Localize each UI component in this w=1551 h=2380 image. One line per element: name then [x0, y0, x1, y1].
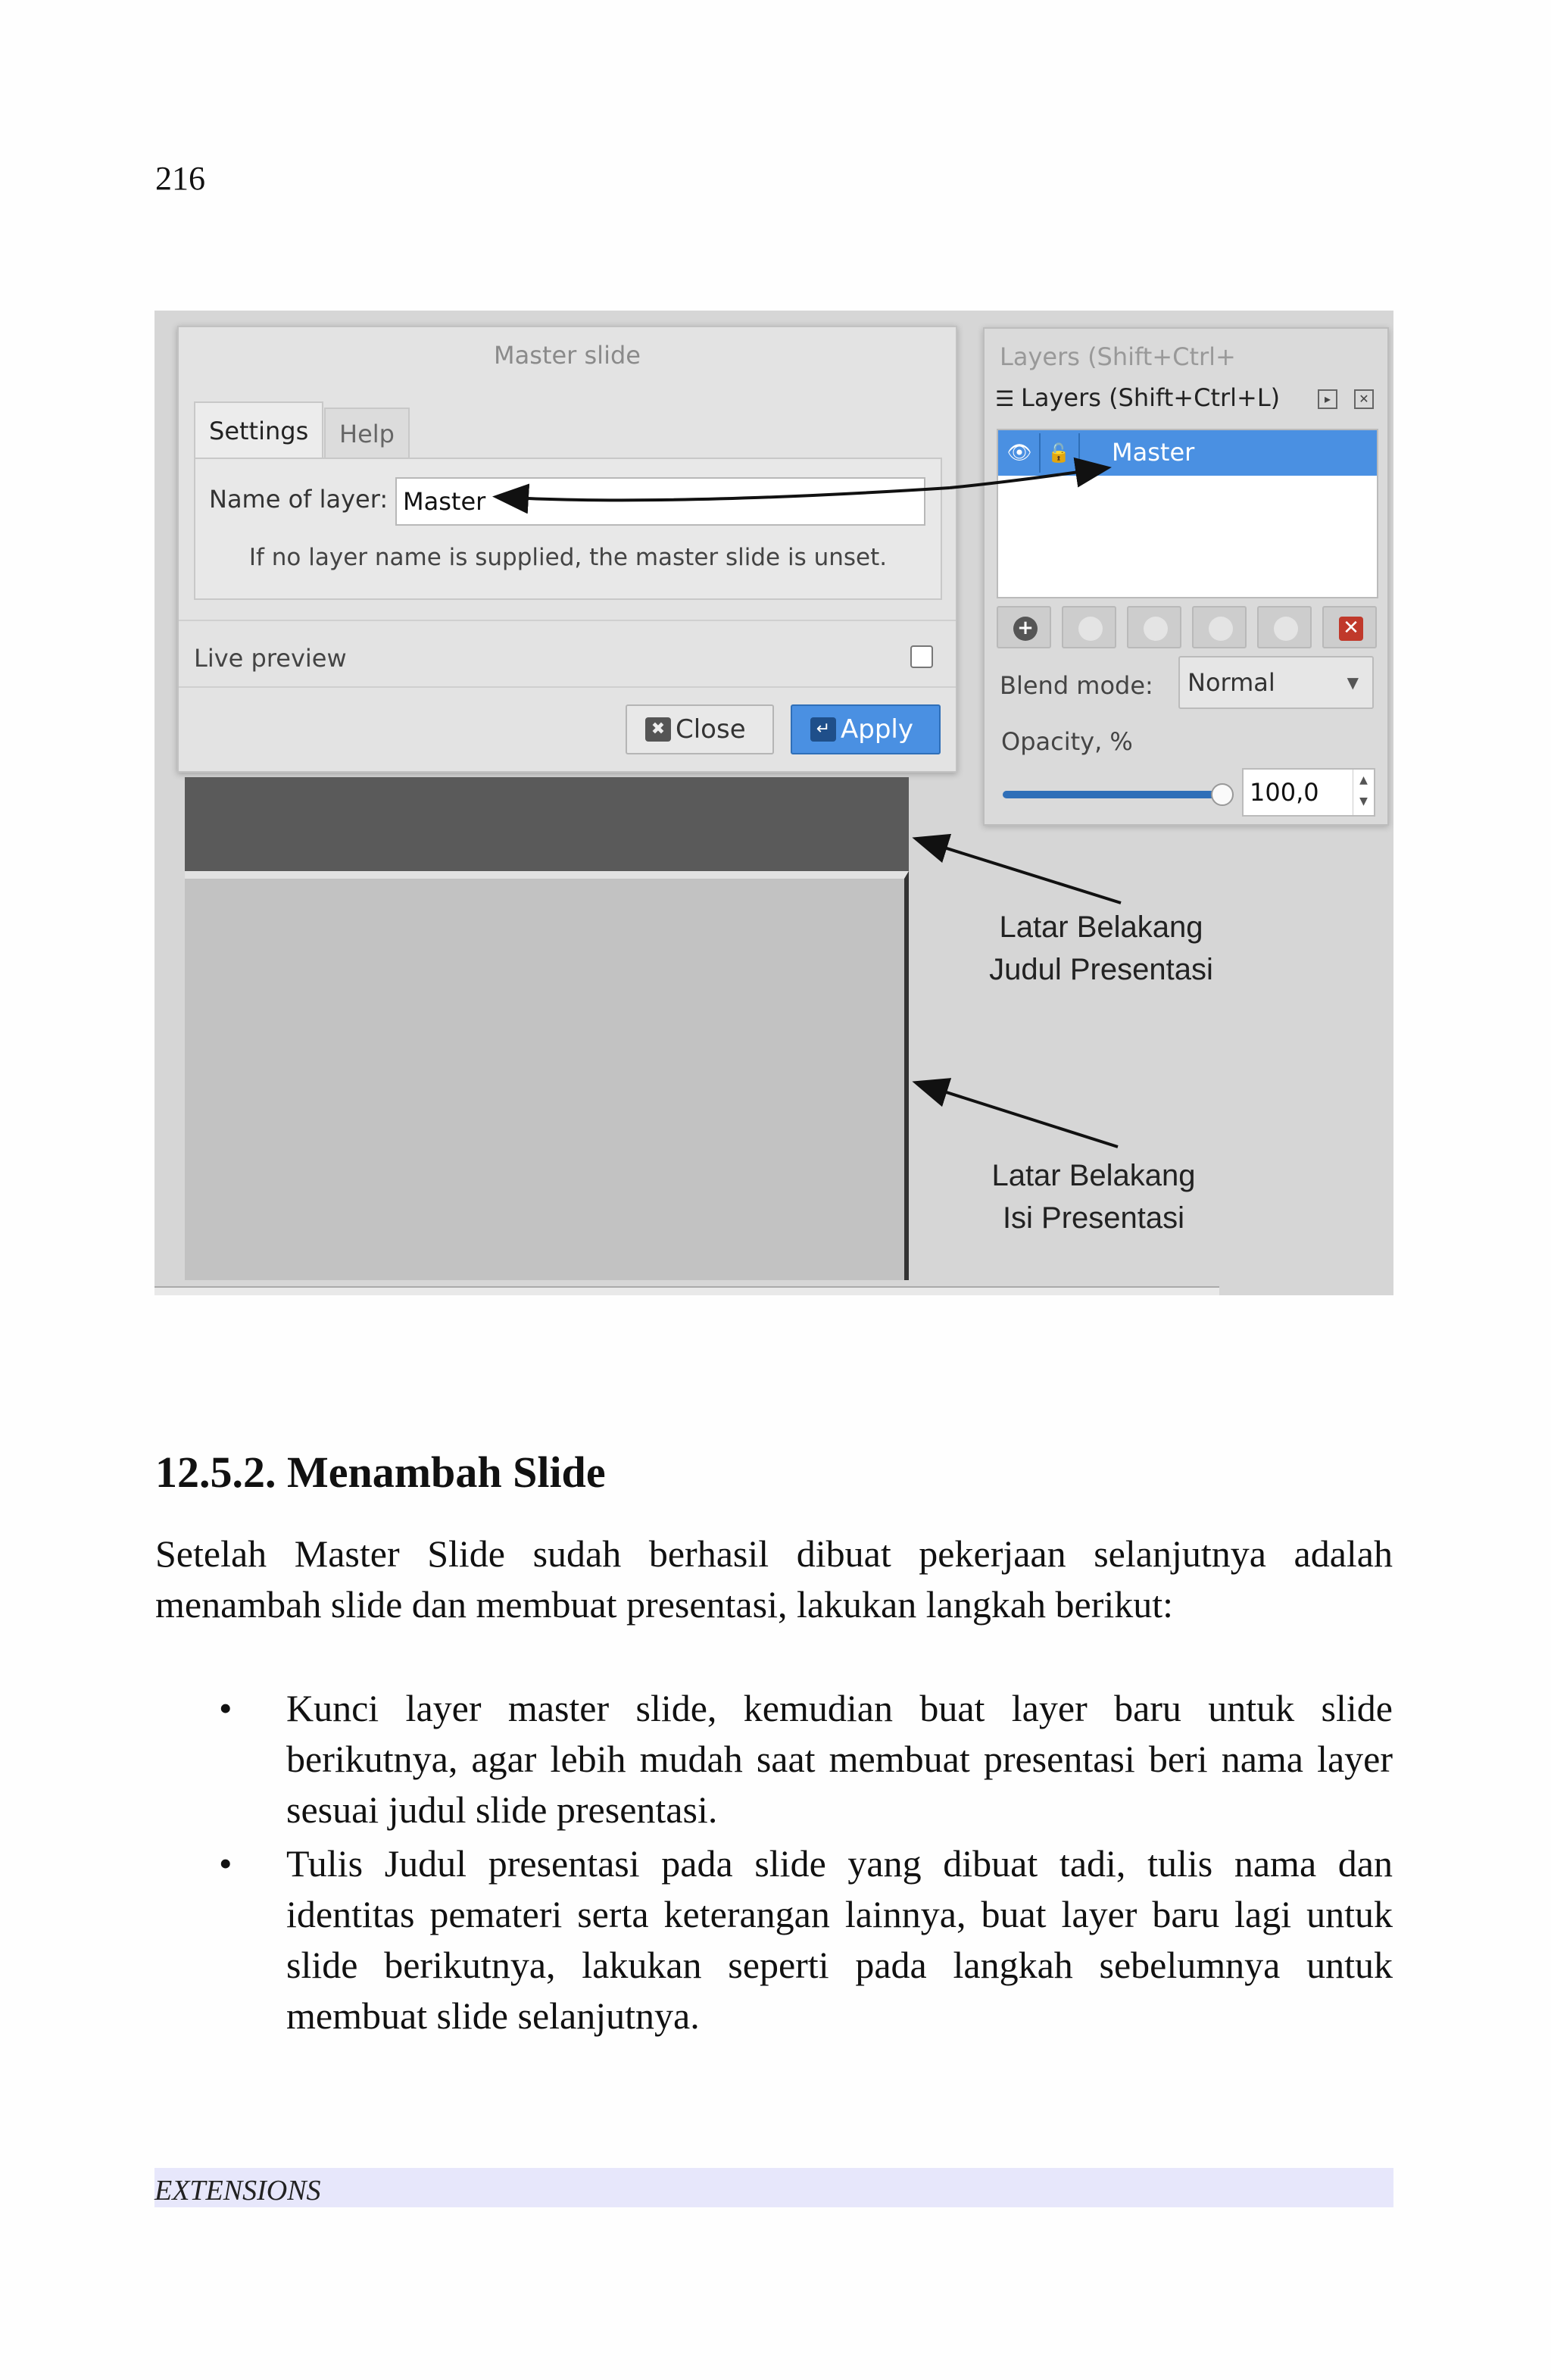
bullet-icon: •	[219, 1842, 232, 1885]
annotation-line: Latar Belakang	[999, 910, 1203, 944]
arrow-to-name-field	[498, 488, 950, 500]
list-item-text: Tulis Judul presentasi pada slide yang dibuat tadi, tulis nama dan identitas pemateri serta keterangan lainnya, buat layer baru lagi untuk slide berikutnya, lakukan seperti pada langkah sebelumnya untuk membuat slide selanjutnya.	[286, 1842, 1393, 2037]
list-item	[155, 1838, 1393, 2041]
blend-mode-label: Blend mode:	[1000, 671, 1153, 700]
dropdown-arrow-icon: ▼	[1347, 673, 1359, 692]
annotation-line: Latar Belakang	[991, 1159, 1196, 1192]
apply-label: Apply	[841, 714, 913, 745]
annotation-content-background	[972, 1154, 1215, 1239]
arrow-to-layer	[950, 468, 1106, 488]
enter-icon: ↵	[810, 717, 836, 742]
close-icon: ✖	[645, 717, 671, 742]
lock-icon[interactable]: 🔓	[1047, 442, 1070, 464]
tab-help[interactable]: Help	[324, 408, 410, 458]
annotation-line: Judul Presentasi	[989, 953, 1213, 986]
opacity-value: 100,0	[1250, 778, 1319, 807]
eye-icon[interactable]: 👁	[1006, 442, 1032, 464]
annotation-line: Isi Presentasi	[1002, 1201, 1185, 1235]
bullet-icon: •	[219, 1687, 232, 1729]
live-preview-label: Live preview	[194, 644, 347, 673]
dialog-title: Master slide	[494, 341, 641, 370]
annotation-title-background	[988, 906, 1215, 991]
layers-window-title: Layers (Shift+Ctrl+	[1000, 342, 1236, 371]
arrow-to-title-background	[918, 839, 1121, 903]
bullet-list	[155, 1683, 1393, 2044]
screenshot-figure	[154, 311, 1393, 1295]
layer-name-input[interactable]: Master	[395, 477, 925, 526]
hint-text: If no layer name is supplied, the master slide is unset.	[248, 544, 888, 571]
delete-icon: ✕	[1339, 617, 1363, 641]
tab-settings[interactable]: Settings	[194, 401, 323, 458]
blend-mode-value: Normal	[1187, 668, 1275, 697]
list-item-text: Kunci layer master slide, kemudian buat layer baru untuk slide berikutnya, agar lebih mudah saat membuat presentasi beri nama layer sesuai judul slide presentasi.	[286, 1687, 1393, 1831]
dock-menu-icon[interactable]: ▸	[1318, 389, 1337, 409]
annotation-arrows	[154, 311, 1393, 1295]
section-heading: 12.5.2. Menambah Slide	[155, 1448, 606, 1497]
plus-icon: +	[1013, 617, 1038, 641]
dock-close-icon[interactable]: ✕	[1354, 389, 1374, 409]
close-label: Close	[676, 714, 746, 745]
layer-name-label: Name of layer:	[209, 485, 389, 514]
spin-arrows-icon[interactable]: ▲ ▼	[1353, 770, 1374, 815]
footer-band	[154, 2168, 1393, 2207]
arrow-to-content-background	[918, 1083, 1118, 1147]
intro-paragraph: Setelah Master Slide sudah berhasil dibuat pekerjaan selanjutnya adalah menambah slide dan membuat presentasi, lakukan langkah berikut:	[155, 1532, 1393, 1626]
layers-icon: ☰	[995, 386, 1015, 411]
list-item	[155, 1683, 1393, 1835]
opacity-label: Opacity, %	[1001, 727, 1133, 756]
page-number: 216	[155, 160, 205, 197]
layer-name: Master	[1112, 438, 1195, 467]
footer-text: EXTENSIONS	[154, 2175, 321, 2207]
layers-tab-label: Layers (Shift+Ctrl+L)	[1021, 383, 1281, 412]
